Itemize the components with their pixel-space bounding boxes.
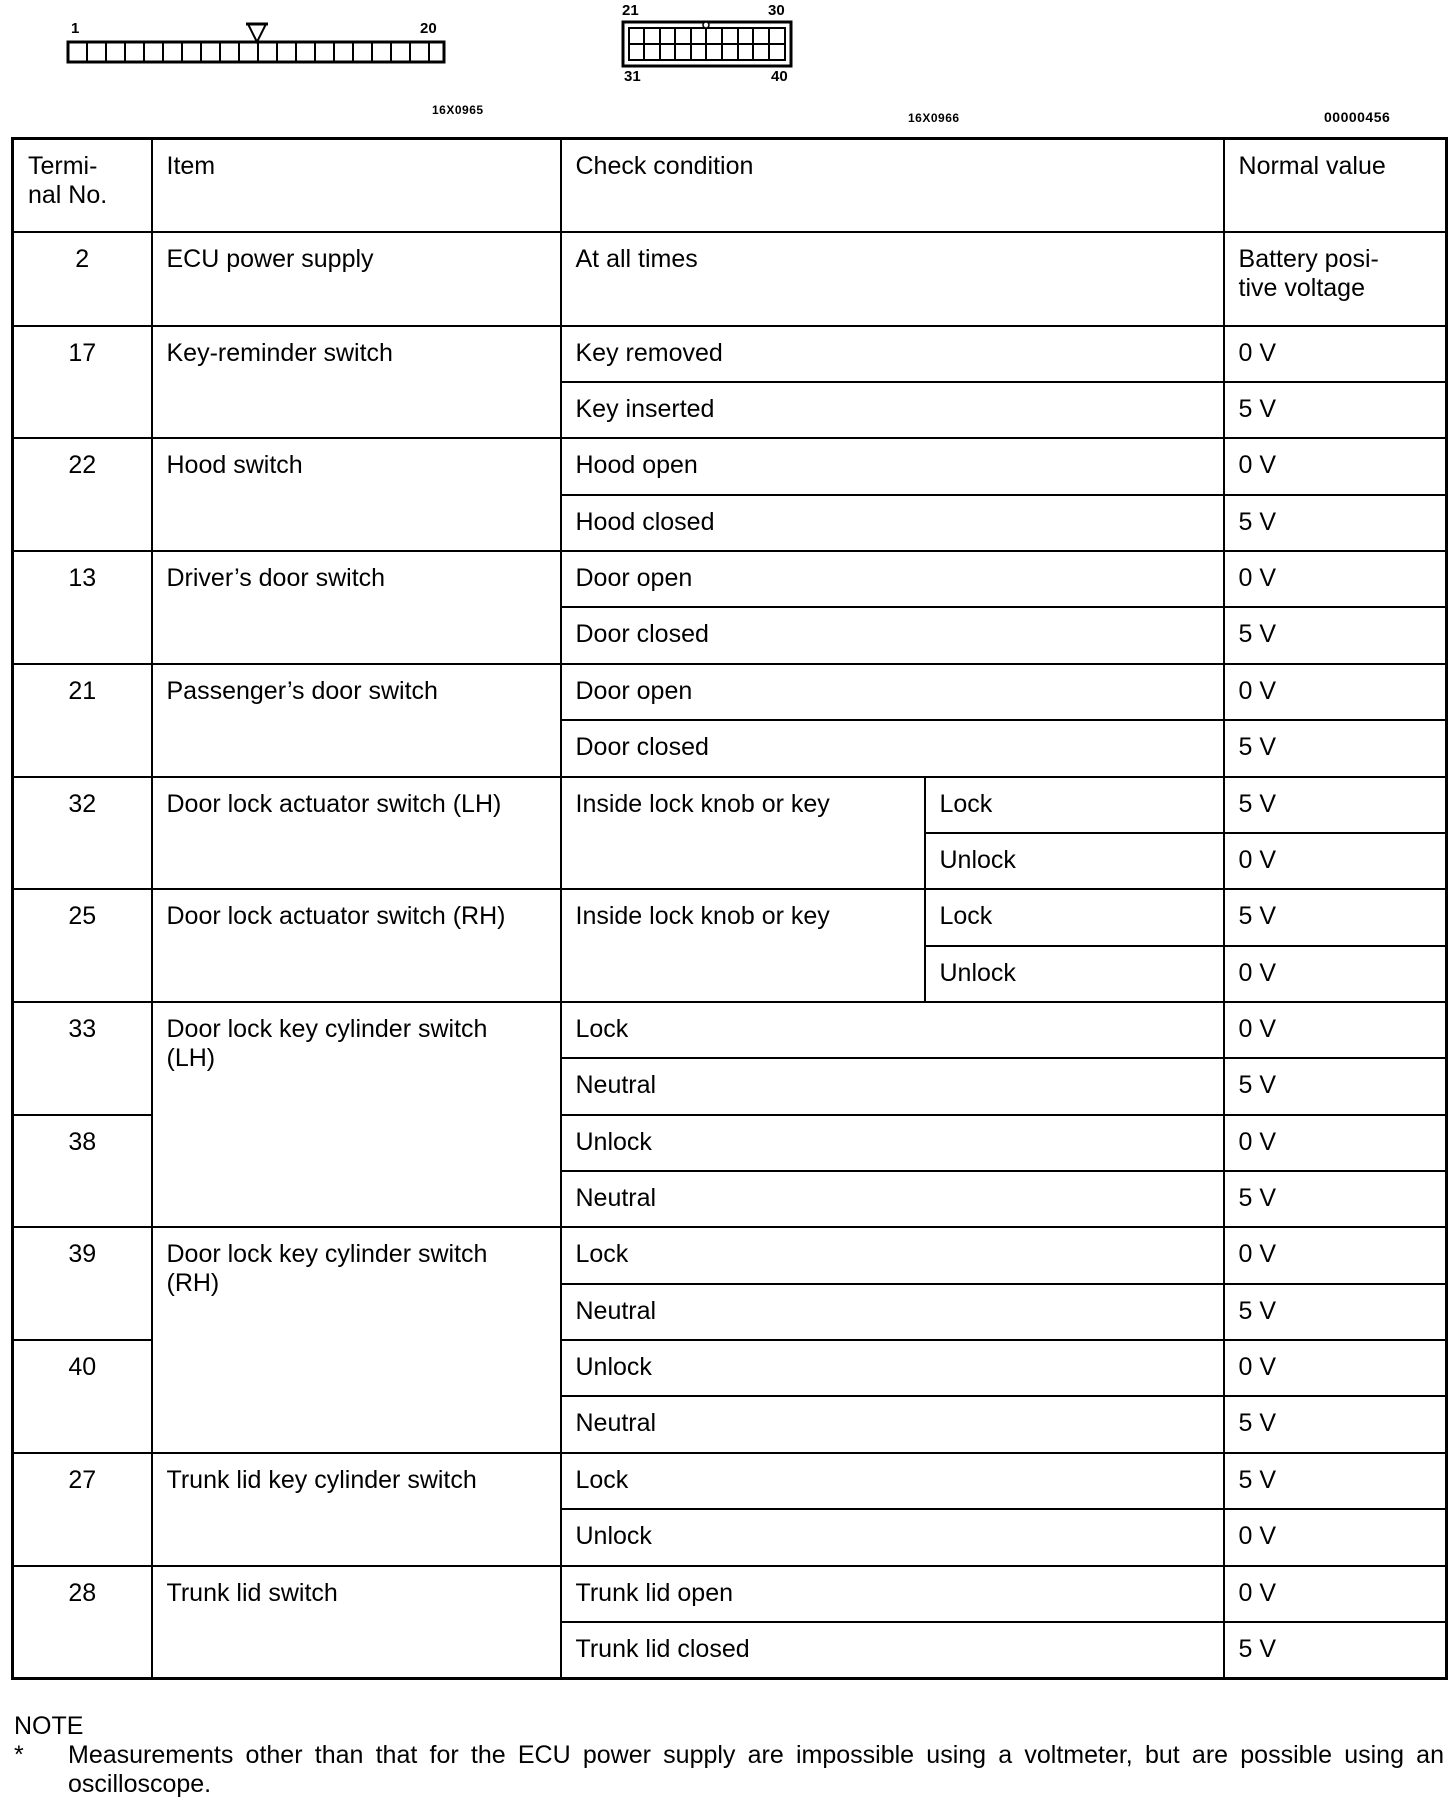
item-cell: Door lock actuator switch (RH) [152,889,561,1002]
check-cell: Lock [561,1227,1224,1283]
terminal-cell: 40 [13,1340,152,1453]
table-row [13,664,1447,720]
table-row [13,1227,1447,1283]
value-cell: 0 V [1224,1566,1447,1622]
right-connector-pin-21: 21 [622,2,639,19]
item-cell: ECU power supply [152,232,561,326]
terminal-cell: 22 [13,438,152,551]
value-cell: 0 V [1224,946,1447,1002]
check-cell: At all times [561,232,1224,326]
value-cell: 5 V [1224,720,1447,776]
table-row [13,326,1447,382]
value-cell: 0 V [1224,551,1447,607]
terminal-cell: 27 [13,1453,152,1566]
right-connector-pin-31: 31 [624,68,641,85]
connector-diagrams [0,0,1456,130]
note-title: NOTE [14,1712,84,1740]
value-cell: 0 V [1224,833,1447,889]
right-connector-code: 16X0966 [908,111,960,125]
item-cell: Passenger’s door switch [152,664,561,777]
note-body [14,1741,1444,1799]
right-connector-icon [620,20,796,70]
table-row [13,1002,1447,1058]
value-cell: 5 V [1224,777,1447,833]
terminal-check-table [11,137,1448,1680]
table-row [13,1566,1447,1622]
check-cell: Door closed [561,720,1224,776]
item-cell: Trunk lid switch [152,1566,561,1679]
check-cell: Neutral [561,1396,1224,1452]
header-normal-value: Normal value [1224,139,1447,233]
sub-condition-cell: Lock [925,889,1224,945]
value-cell: 0 V [1224,1509,1447,1565]
check-cell: Door open [561,664,1224,720]
table-row [13,232,1447,326]
item-cell: Door lock key cylinder switch (LH) [152,1002,561,1227]
check-cell: Lock [561,1453,1224,1509]
value-cell: 5 V [1224,495,1447,551]
terminal-cell: 25 [13,889,152,1002]
table-row [13,1453,1447,1509]
value-cell: 0 V [1224,1115,1447,1171]
table-row [13,777,1447,833]
check-cell: Unlock [561,1340,1224,1396]
item-cell: Door lock key cylinder switch (RH) [152,1227,561,1452]
value-cell: 5 V [1224,1058,1447,1114]
reference-code: 00000456 [1324,109,1391,125]
table-row [13,438,1447,494]
table-row [13,551,1447,607]
table-row [13,889,1447,945]
value-cell: 5 V [1224,889,1447,945]
check-cell: Inside lock knob or key [561,889,925,1002]
value-cell: 0 V [1224,1340,1447,1396]
check-cell: Inside lock knob or key [561,777,925,890]
check-cell: Hood closed [561,495,1224,551]
value-cell: Battery posi- tive voltage [1224,232,1447,326]
item-cell: Hood switch [152,438,561,551]
terminal-cell: 2 [13,232,152,326]
value-cell: 0 V [1224,438,1447,494]
right-connector-pin-40: 40 [771,68,788,85]
check-cell: Hood open [561,438,1224,494]
terminal-cell: 21 [13,664,152,777]
terminal-cell: 32 [13,777,152,890]
check-cell: Door closed [561,607,1224,663]
check-cell: Door open [561,551,1224,607]
table-header-row [13,139,1447,233]
value-cell: 0 V [1224,664,1447,720]
left-connector-code: 16X0965 [432,103,484,117]
check-cell: Neutral [561,1171,1224,1227]
left-connector-pin-last: 20 [420,20,437,37]
note-bullet: * [14,1741,24,1769]
check-cell: Unlock [561,1115,1224,1171]
check-cell: Neutral [561,1058,1224,1114]
check-cell: Unlock [561,1509,1224,1565]
terminal-cell: 13 [13,551,152,664]
value-cell: 0 V [1224,326,1447,382]
sub-condition-cell: Unlock [925,946,1224,1002]
check-cell: Lock [561,1002,1224,1058]
left-connector-pin-first: 1 [71,20,80,37]
value-cell: 0 V [1224,1227,1447,1283]
right-connector-pin-30: 30 [768,2,785,19]
header-item: Item [152,139,561,233]
value-cell: 0 V [1224,1002,1447,1058]
item-cell: Door lock actuator switch (LH) [152,777,561,890]
terminal-cell: 17 [13,326,152,439]
value-cell: 5 V [1224,1622,1447,1679]
terminal-cell: 33 [13,1002,152,1115]
value-cell: 5 V [1224,1396,1447,1452]
check-cell: Trunk lid closed [561,1622,1224,1679]
item-cell: Trunk lid key cylinder switch [152,1453,561,1566]
value-cell: 5 V [1224,607,1447,663]
value-cell: 5 V [1224,382,1447,438]
check-cell: Key inserted [561,382,1224,438]
item-cell: Driver’s door switch [152,551,561,664]
terminal-cell: 39 [13,1227,152,1340]
terminal-cell: 28 [13,1566,152,1679]
value-cell: 5 V [1224,1453,1447,1509]
header-terminal: Termi- nal No. [13,139,152,233]
check-cell: Neutral [561,1284,1224,1340]
item-cell: Key-reminder switch [152,326,561,439]
value-cell: 5 V [1224,1171,1447,1227]
check-cell: Key removed [561,326,1224,382]
sub-condition-cell: Unlock [925,833,1224,889]
terminal-cell: 38 [13,1115,152,1228]
sub-condition-cell: Lock [925,777,1224,833]
left-connector-icon [66,20,448,68]
check-cell: Trunk lid open [561,1566,1224,1622]
note-text: Measurements other than that for the ECU power supply are impossible using a voltmeter, but are possible using an oscilloscope. [68,1741,1444,1798]
note-section [14,1712,1444,1799]
value-cell: 5 V [1224,1284,1447,1340]
header-check-condition: Check condition [561,139,1224,233]
